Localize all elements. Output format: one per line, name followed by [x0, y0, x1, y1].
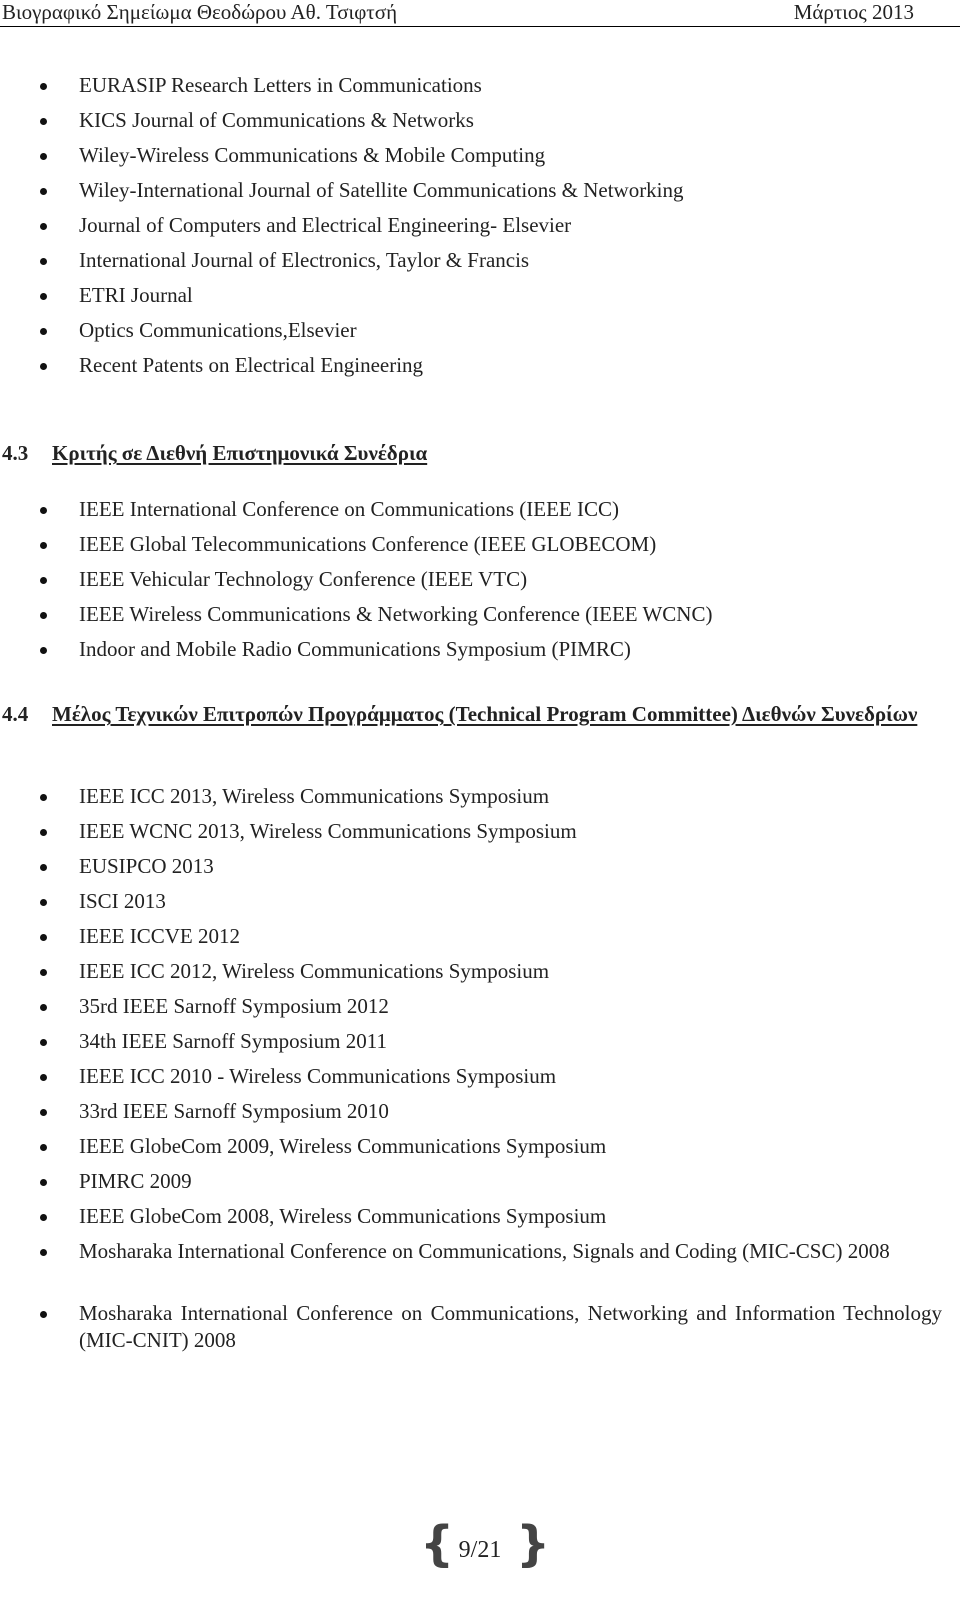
list-item [0, 177, 960, 212]
bullet-icon [40, 83, 47, 90]
list-item-text: 34th IEEE Sarnoff Symposium 2011 [79, 1029, 387, 1053]
list-item-text: Mosharaka International Conference on Communications, Signals and Coding (MIC-CSC) 2008 [79, 1239, 890, 1263]
list-item-text: IEEE GlobeCom 2008, Wireless Communications Symposium [79, 1204, 607, 1228]
bullet-icon [40, 794, 47, 801]
bullet-icon [40, 1109, 47, 1116]
bullet-icon [40, 542, 47, 549]
list-item-text: 33rd IEEE Sarnoff Symposium 2010 [79, 1099, 389, 1123]
list-item-text: EUSIPCO 2013 [79, 854, 214, 878]
list-item [0, 1028, 960, 1063]
list-item-text: IEEE Vehicular Technology Conference (IEEE VTC) [79, 567, 528, 591]
list-item [0, 212, 960, 247]
list-item [0, 1098, 960, 1133]
list-item-text: IEEE ICC 2010 - Wireless Communications Symposium [79, 1064, 557, 1088]
list-item-text: IEEE WCNC 2013, Wireless Communications Symposium [79, 819, 577, 843]
list-item [0, 1203, 960, 1238]
list-item [0, 317, 960, 352]
section-number: 4.4 [2, 702, 29, 726]
list-item-text: IEEE ICC 2013, Wireless Communications Symposium [79, 784, 550, 808]
bullet-icon [40, 1179, 47, 1186]
list-item [0, 1133, 960, 1168]
bullet-icon [40, 829, 47, 836]
bullet-icon [40, 612, 47, 619]
list-item-text: IEEE International Conference on Communications (IEEE ICC) [79, 497, 620, 521]
list-item [0, 531, 960, 566]
list-item-text: IEEE Wireless Communications & Networking Conference (IEEE WCNC) [79, 602, 713, 626]
bullet-icon [40, 969, 47, 976]
list-item [0, 993, 960, 1028]
list-item-text: IEEE GlobeCom 2009, Wireless Communications Symposium [79, 1134, 607, 1158]
bullet-icon [40, 1214, 47, 1221]
list-item-text: ISCI 2013 [79, 889, 166, 913]
header-title: Βιογραφικό Σημείωμα Θεοδώρου Αθ. Τσιφτσή [2, 0, 398, 24]
list-item-text: 35rd IEEE Sarnoff Symposium 2012 [79, 994, 389, 1018]
bullet-icon [40, 1249, 47, 1256]
list-item [0, 142, 960, 177]
page-number: 9/21 [458, 1537, 502, 1563]
bullet-icon [40, 188, 47, 195]
left-brace-icon: { [420, 1516, 455, 1572]
list-item [0, 1238, 960, 1300]
header-date: Μάρτιος 2013 [793, 0, 914, 24]
list-item [0, 282, 960, 317]
list-item [0, 888, 960, 923]
list-item-text: IEEE Global Telecommunications Conference (IEEE GLOBECOM) [79, 532, 657, 556]
list-item-text: Indoor and Mobile Radio Communications Symposium (PIMRC) [79, 637, 631, 661]
journal-list [0, 72, 960, 387]
page-number-footer [0, 1516, 960, 1572]
bullet-icon [40, 1004, 47, 1011]
bullet-icon [40, 1144, 47, 1151]
list-item [0, 783, 960, 818]
list-item-text: Journal of Computers and Electrical Engineering- Elsevier [79, 213, 572, 237]
list-item [0, 1300, 960, 1362]
right-brace-icon: } [516, 1516, 551, 1572]
bullet-icon [40, 328, 47, 335]
list-item-text: Recent Patents on Electrical Engineering [79, 353, 424, 377]
list-item-text: ETRI Journal [79, 283, 193, 307]
bullet-icon [40, 934, 47, 941]
list-item [0, 1168, 960, 1203]
bullet-icon [40, 1311, 47, 1318]
bullet-icon [40, 577, 47, 584]
section-number: 4.3 [2, 441, 29, 465]
section-title: Κριτής σε Διεθνή Επιστημονικά Συνέδρια [52, 441, 428, 465]
section-4-4-heading [2, 700, 942, 729]
bullet-icon [40, 153, 47, 160]
list-item [0, 566, 960, 601]
section-4-3-heading [2, 440, 427, 467]
bullet-icon [40, 899, 47, 906]
list-item-text: PIMRC 2009 [79, 1169, 192, 1193]
list-item [0, 496, 960, 531]
list-item [0, 958, 960, 993]
list-item [0, 247, 960, 282]
tpc-list [0, 783, 960, 1362]
list-item [0, 1063, 960, 1098]
bullet-icon [40, 647, 47, 654]
list-item-text: International Journal of Electronics, Taylor & Francis [79, 248, 530, 272]
list-item-text: KICS Journal of Communications & Networks [79, 108, 474, 132]
bullet-icon [40, 864, 47, 871]
list-item [0, 107, 960, 142]
bullet-icon [40, 293, 47, 300]
list-item-text: Wiley-International Journal of Satellite Communications & Networking [79, 178, 684, 202]
list-item-text: EURASIP Research Letters in Communications [79, 73, 482, 97]
bullet-icon [40, 258, 47, 265]
bullet-icon [40, 223, 47, 230]
bullet-icon [40, 1039, 47, 1046]
bullet-icon [40, 1074, 47, 1081]
bullet-icon [40, 118, 47, 125]
list-item [0, 853, 960, 888]
list-item [0, 352, 960, 387]
list-item-text: Wiley-Wireless Communications & Mobile Computing [79, 143, 546, 167]
list-item-text: Optics Communications,Elsevier [79, 318, 357, 342]
list-item [0, 601, 960, 636]
list-item [0, 923, 960, 958]
page-header [0, 0, 960, 27]
bullet-icon [40, 363, 47, 370]
list-item-text: Mosharaka International Conference on Communications, Networking and Information Technology (MIC-CNIT) 2008 [79, 1301, 942, 1352]
list-item [0, 818, 960, 853]
list-item [0, 72, 960, 107]
bullet-icon [40, 507, 47, 514]
reviewer-conference-list [0, 496, 960, 671]
list-item-text: IEEE ICC 2012, Wireless Communications Symposium [79, 959, 550, 983]
list-item-text: IEEE ICCVE 2012 [79, 924, 240, 948]
section-title: Μέλος Τεχνικών Επιτροπών Προγράμματος (Technical Program Committee) Διεθνών Συνεδρίων [52, 702, 918, 726]
list-item [0, 636, 960, 671]
